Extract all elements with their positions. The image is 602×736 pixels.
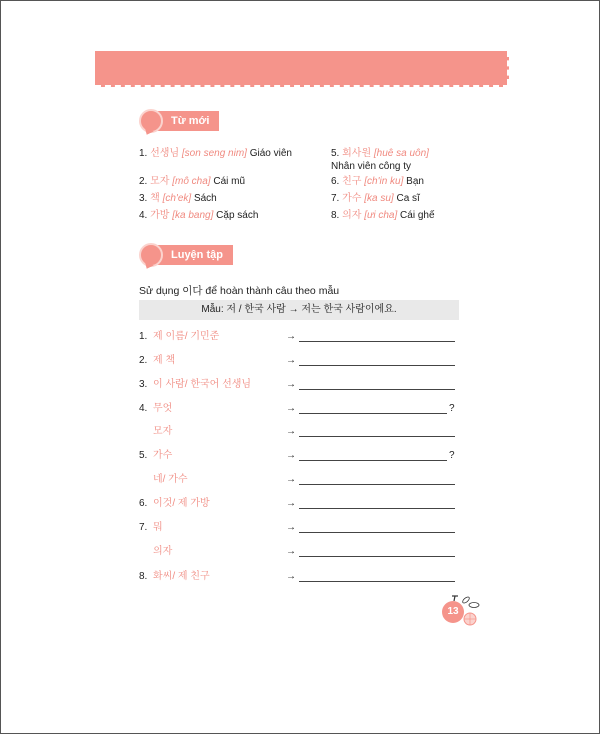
question-mark: ?	[449, 403, 455, 414]
vocab-romanization: [ka su]	[364, 193, 394, 204]
vocab-item	[331, 148, 471, 173]
vocab-meaning: Cặp sách	[216, 210, 259, 221]
page-number: 13	[447, 606, 459, 617]
vocab-num: 1.	[139, 148, 148, 159]
answer-blank[interactable]	[299, 365, 455, 366]
exercise-instruction: Sử dụng 이다 để hoàn thành câu theo mẫu	[139, 285, 340, 297]
exercise-num: 5.	[139, 450, 148, 461]
page-number-badge	[438, 592, 484, 632]
exercise-row	[139, 402, 459, 416]
vocab-num: 2.	[139, 176, 148, 187]
vocab-romanization: [ch'in ku]	[364, 176, 404, 187]
vocab-meaning: Sách	[193, 193, 217, 204]
vocab-korean: 책	[150, 193, 160, 204]
arrow-icon: →	[286, 379, 296, 390]
vocab-meaning: Ca sĩ	[396, 193, 420, 204]
exercise-prompt: 화씨/ 제 친구	[153, 571, 210, 582]
vocab-romanization: [ka bang]	[172, 210, 214, 221]
vocab-korean: 의자	[342, 210, 362, 221]
answer-blank[interactable]	[299, 484, 455, 485]
vocab-item	[139, 210, 258, 222]
exercise-row	[139, 521, 459, 535]
arrow-icon: →	[286, 450, 296, 461]
arrow-icon: →	[286, 498, 296, 509]
answer-blank[interactable]	[299, 581, 455, 582]
speech-bubble-icon	[139, 243, 163, 267]
answer-blank[interactable]	[299, 436, 455, 437]
arrow-icon: →	[286, 355, 296, 366]
example-text: 저 / 한국 사람 → 저는 한국 사람이에요.	[223, 304, 397, 315]
practice-section-tag	[139, 243, 233, 267]
vocab-korean: 가수	[342, 193, 362, 204]
vocab-romanization: [mô cha]	[172, 176, 211, 187]
exercise-row	[139, 425, 459, 439]
exercise-row	[139, 354, 459, 368]
exercise-prompt: 무엇	[153, 403, 173, 414]
exercise-prompt: 제 책	[153, 355, 176, 366]
exercise-prompt: 의자	[153, 546, 173, 557]
exercise-row	[139, 497, 459, 511]
vocab-item	[331, 210, 435, 222]
vocab-korean: 모자	[150, 176, 170, 187]
vocab-meaning: Cái ghế	[400, 210, 435, 221]
exercise-row	[139, 545, 459, 559]
exercise-row	[139, 570, 459, 584]
vocab-num: 6.	[331, 176, 340, 187]
exercise-row	[139, 330, 459, 344]
practice-section-title: Luyện tập	[155, 245, 233, 265]
vocab-romanization: [huê sa uôn]	[373, 148, 429, 159]
answer-blank[interactable]	[299, 341, 455, 342]
vocab-num: 8.	[331, 210, 340, 221]
vocab-item	[331, 176, 424, 188]
answer-blank[interactable]	[299, 508, 455, 509]
vocab-item	[331, 193, 420, 205]
exercise-num: 4.	[139, 403, 148, 414]
vocab-korean: 가방	[150, 210, 170, 221]
exercise-prompt: 네/ 가수	[153, 474, 188, 485]
exercise-num: 6.	[139, 498, 148, 509]
answer-blank[interactable]	[299, 556, 455, 557]
vocab-romanization: [son seng nim]	[181, 148, 247, 159]
answer-blank[interactable]	[299, 532, 455, 533]
arrow-icon: →	[286, 331, 296, 342]
vocab-section-title: Từ mới	[155, 111, 219, 131]
vocab-item	[139, 193, 217, 205]
exercise-num: 8.	[139, 571, 148, 582]
vocab-num: 5.	[331, 148, 340, 159]
exercise-prompt: 가수	[153, 450, 173, 461]
vocab-romanization: [ch'ek]	[162, 193, 192, 204]
arrow-icon: →	[286, 426, 296, 437]
arrow-icon: →	[286, 571, 296, 582]
exercise-num: 1.	[139, 331, 148, 342]
vocab-num: 7.	[331, 193, 340, 204]
vocab-korean: 친구	[342, 176, 362, 187]
exercise-num: 2.	[139, 355, 148, 366]
header-banner	[95, 51, 509, 87]
answer-blank[interactable]	[299, 389, 455, 390]
vocab-meaning: Giáo viên	[249, 148, 292, 159]
exercise-row	[139, 449, 459, 463]
vocab-meaning: Bạn	[406, 176, 424, 187]
exercise-row	[139, 473, 459, 487]
vocab-num: 3.	[139, 193, 148, 204]
example-box	[139, 300, 459, 320]
exercise-prompt: 제 이름/ 기민준	[153, 331, 220, 342]
vocab-meaning: Nhân viên công ty	[331, 161, 412, 172]
arrow-icon: →	[286, 546, 296, 557]
question-mark: ?	[449, 450, 455, 461]
arrow-icon: →	[286, 403, 296, 414]
exercise-prompt: 이것/ 제 가방	[153, 498, 210, 509]
vocab-korean: 회사원	[342, 148, 372, 159]
arrow-icon: →	[286, 522, 296, 533]
example-label: Mẫu:	[201, 304, 224, 315]
vocab-num: 4.	[139, 210, 148, 221]
exercise-num: 7.	[139, 522, 148, 533]
vocab-romanization: [ưi cha]	[364, 210, 398, 221]
speech-bubble-icon	[139, 109, 163, 133]
answer-blank[interactable]	[299, 460, 447, 461]
exercise-row	[139, 378, 459, 392]
vocab-item	[139, 176, 245, 188]
vocab-korean: 선생님	[150, 148, 180, 159]
exercise-prompt: 모자	[153, 426, 173, 437]
vocab-section-tag	[139, 109, 219, 133]
vocab-meaning: Cái mũ	[213, 176, 246, 187]
exercise-prompt: 뭐	[153, 522, 163, 533]
exercise-num: 3.	[139, 379, 148, 390]
vocab-item	[139, 148, 292, 160]
arrow-icon: →	[286, 474, 296, 485]
exercise-prompt: 이 사람/ 한국어 선생님	[153, 379, 252, 390]
answer-blank[interactable]	[299, 413, 447, 414]
